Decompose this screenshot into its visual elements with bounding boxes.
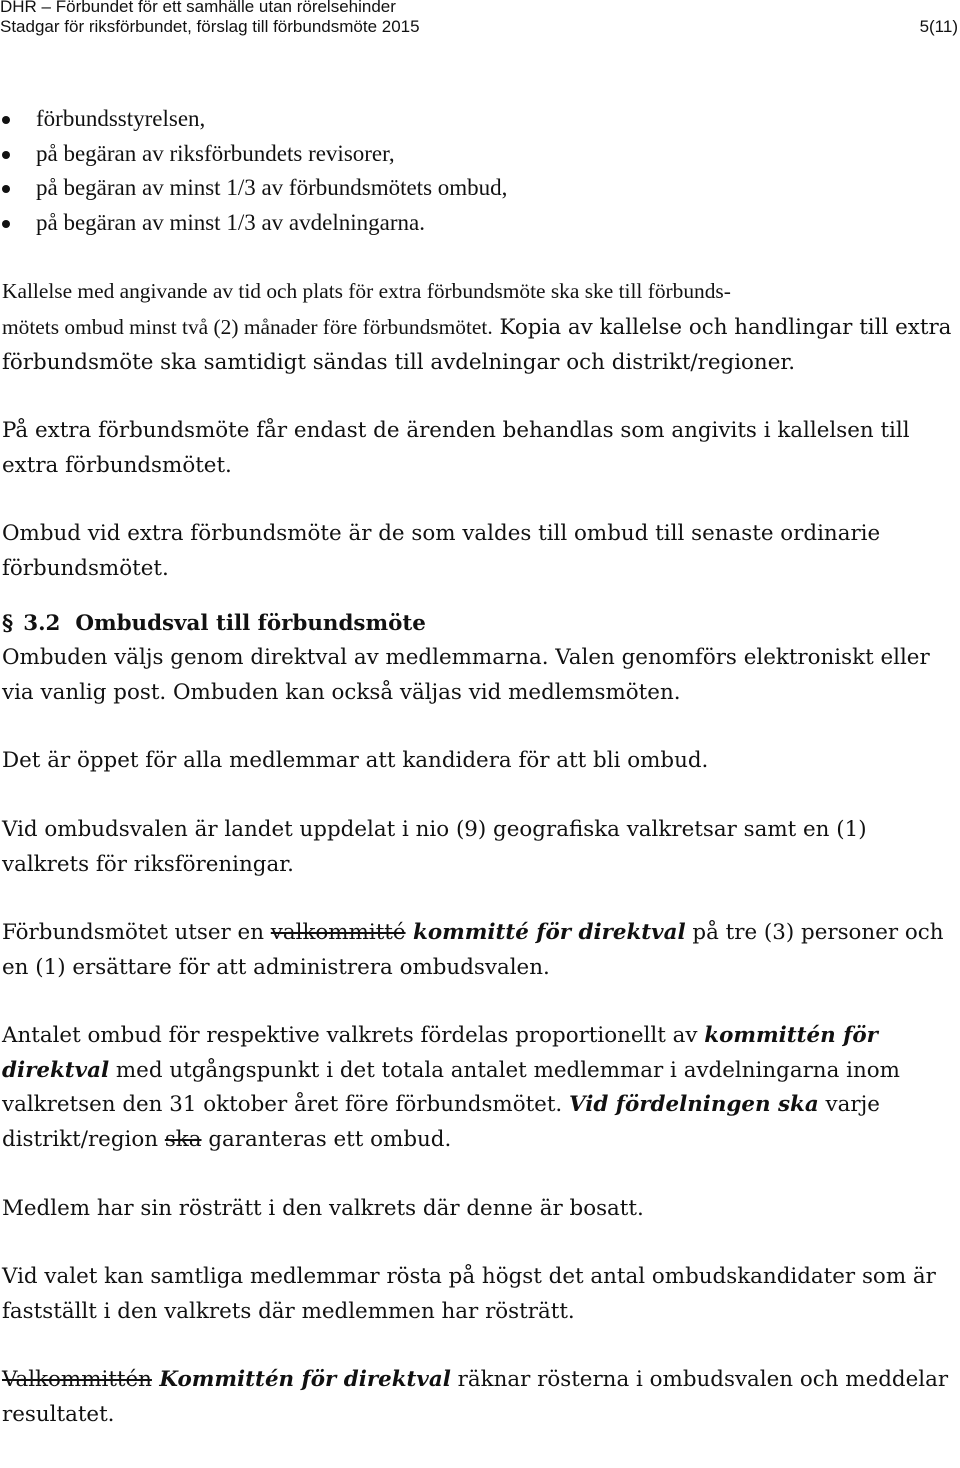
- paragraph-antalet: Antalet ombud för respektive valkrets fördelas proportionellt av kommittén för direktval med utgångspunkt i det totala antalet medlemmar i avdelningarna inom valkretsen den 31 oktober året före förbundsmötet. Vid fördelningen ska varje distrikt/region ska garanteras ett ombud.: [2, 1023, 900, 1153]
- paragraph-valjs: Ombuden väljs genom direktval av medlemmarna. Valen genomförs elektroniskt eller via vanlig post. Ombuden kan också väljas vid medlemsmöten.: [2, 645, 930, 705]
- bullet-icon: [2, 151, 10, 159]
- paragraph-ombud-extra: Ombud vid extra förbundsmöte är de som valdes till ombud till senaste ordinarie förbundsmötet.: [2, 521, 881, 581]
- page-number: 5(11): [919, 17, 958, 36]
- document-body: [2, 102, 952, 1433]
- paragraph-oppet: Det är öppet för alla medlemmar att kandidera för att bli ombud.: [2, 748, 709, 774]
- paragraph-arenden: På extra förbundsmöte får endast de ärenden behandlas som angivits i kallelsen till extra förbundsmötet.: [2, 418, 910, 478]
- paragraph-uppdelat: Vid ombudsvalen är landet uppdelat i nio (9) geografiska valkretsar samt en (1) valkrets för riksföreningar.: [2, 816, 867, 877]
- section-title: Ombudsval till förbundsmöte: [75, 610, 426, 636]
- bullet-list: [2, 102, 952, 240]
- inserted-text: Kommittén för direktval: [151, 1367, 451, 1393]
- page-header: [0, 0, 960, 44]
- section-symbol: §: [2, 610, 14, 636]
- struck-text: Valkommittén: [2, 1367, 152, 1393]
- struck-text: valkommitté: [270, 920, 406, 946]
- bullet-icon: [2, 116, 10, 124]
- paragraph-valet: Vid valet kan samtliga medlemmar rösta på högst det antal ombudskandidater som är fastställt i den valkrets där medlemmen har rösträtt.: [2, 1264, 936, 1324]
- inserted-text: Vid fördelningen ska: [569, 1092, 819, 1118]
- header-organization: DHR – Förbundet för ett samhälle utan rörelsehinder: [0, 0, 396, 16]
- section-heading: [2, 607, 952, 642]
- struck-text: ska: [164, 1127, 202, 1153]
- inserted-text: kommitté för direktval: [405, 920, 686, 946]
- paragraph-kallelse: Kallelse med angivande av tid och plats för extra förbundsmöte ska ske till förbunds- mötets ombud minst två (2) månader före förbundsmötet. Kopia av kallelse och handlingar till extra förbundsmöte ska samtidigt sändas till avdelningar och distrikt/regioner.: [2, 279, 952, 375]
- section-number: 3.2: [23, 610, 61, 636]
- bullet-icon: [2, 185, 10, 193]
- list-item: på begäran av riksförbundets revisorer,: [2, 137, 952, 172]
- list-item: på begäran av minst 1/3 av avdelningarna.: [2, 206, 952, 241]
- paragraph-rostratt: Medlem har sin rösträtt i den valkrets där denne är bosatt.: [2, 1195, 644, 1221]
- list-item: förbundsstyrelsen,: [2, 102, 952, 137]
- inserted-text: kommittén för direktval: [2, 1023, 878, 1083]
- paragraph-utser: Förbundsmötet utser en valkommitté kommitté för direktval på tre (3) personer och en (1) ersättare för att administrera ombudsvalen.: [2, 920, 944, 980]
- bullet-icon: [2, 220, 10, 228]
- paragraph-raknar: Valkommittén Kommittén för direktval räknar rösterna i ombudsvalen och meddelar resultatet.: [2, 1367, 949, 1428]
- header-document-title: Stadgar för riksförbundet, förslag till förbundsmöte 2015: [0, 17, 420, 36]
- list-item: på begäran av minst 1/3 av förbundsmötets ombud,: [2, 171, 952, 206]
